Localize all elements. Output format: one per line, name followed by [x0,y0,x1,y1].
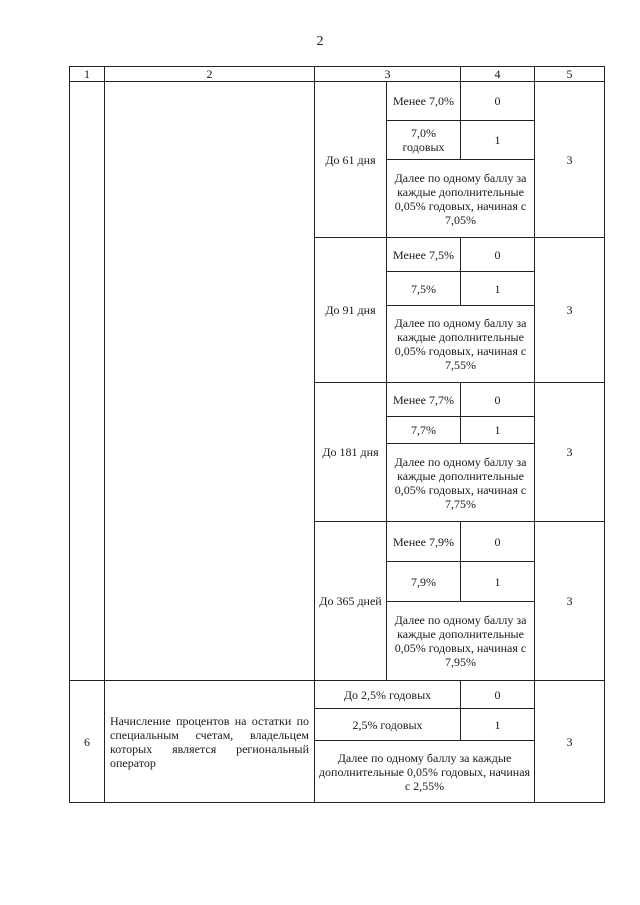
condition-cell: 2,5% годовых [315,709,461,741]
condition-cell: 7,5% [387,272,461,306]
table-row [70,681,605,709]
points-cell: 0 [461,522,535,562]
weight-cell: 3 [535,681,605,803]
weight-cell: 3 [535,238,605,383]
table-row [70,82,605,121]
condition-cell: Менее 7,7% [387,383,461,417]
points-cell: 1 [461,709,535,741]
condition-cell: Менее 7,5% [387,238,461,272]
item-number-cell: 6 [70,681,105,803]
item-description-cell [105,82,315,681]
points-cell: 0 [461,238,535,272]
further-points-cell: Далее по одному баллу за каждые дополнительные 0,05% годовых, начиная с 2,55% [315,741,535,803]
points-cell: 1 [461,417,535,444]
period-cell: До 61 дня [315,82,387,238]
period-cell: До 181 дня [315,383,387,522]
header-row [70,67,605,82]
period-cell: До 91 дня [315,238,387,383]
condition-cell: 7,7% [387,417,461,444]
points-cell: 1 [461,272,535,306]
weight-cell: 3 [535,82,605,238]
page-number: 2 [316,34,324,49]
points-cell: 0 [461,82,535,121]
further-points-cell: Далее по одному баллу за каждые дополнительные 0,05% годовых, начиная с 7,55% [387,306,535,383]
criteria-table [69,66,605,803]
header-col-4: 4 [461,67,535,82]
item-description-cell: Начисление процентов на остатки по специальным счетам, владельцем которых является региональный оператор [105,681,315,803]
condition-cell: 7,9% [387,562,461,602]
item-number-cell [70,82,105,681]
period-cell: До 365 дней [315,522,387,681]
condition-cell: До 2,5% годовых [315,681,461,709]
condition-cell: 7,0% годовых [387,121,461,160]
header-col-3: 3 [315,67,461,82]
points-cell: 0 [461,681,535,709]
points-cell: 0 [461,383,535,417]
further-points-cell: Далее по одному баллу за каждые дополнительные 0,05% годовых, начиная с 7,95% [387,602,535,681]
further-points-cell: Далее по одному баллу за каждые дополнительные 0,05% годовых, начиная с 7,75% [387,444,535,522]
further-points-cell: Далее по одному баллу за каждые дополнительные 0,05% годовых, начиная с 7,05% [387,160,535,238]
condition-cell: Менее 7,9% [387,522,461,562]
weight-cell: 3 [535,383,605,522]
points-cell: 1 [461,562,535,602]
header-col-1: 1 [70,67,105,82]
weight-cell: 3 [535,522,605,681]
points-cell: 1 [461,121,535,160]
condition-cell: Менее 7,0% [387,82,461,121]
header-col-2: 2 [105,67,315,82]
header-col-5: 5 [535,67,605,82]
